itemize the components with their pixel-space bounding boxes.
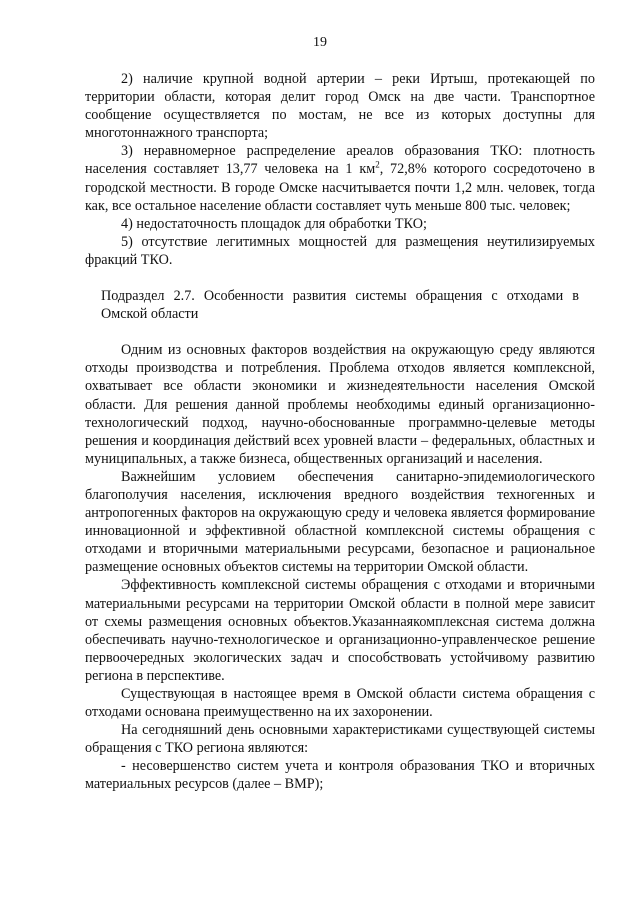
- list-item-4: 4) недостаточность площадок для обработки ТКО;: [121, 215, 427, 232]
- paragraph-characteristics: На сегодняшний день основными характеристиками существующей системы обращения с ТКО региона являются:: [85, 722, 595, 757]
- paragraph-current-system: Существующая в настоящее время в Омской области система обращения с отходами основана преимущественно на их захоронении.: [85, 686, 595, 721]
- list-item-5: 5) отсутствие легитимных мощностей для размещения неутилизируемых фракций ТКО.: [85, 233, 595, 268]
- paragraph-condition: Важнейшим условием обеспечения санитарно-эпидемиологического благополучия населения, исключения вредного воздействия техногенных и антропогенных факторов на окружающую среду и человека является формирование инновационной и эффективной областной комплексной системы обращения с отходами и вторичными материальными ресурсами, безопасное и рациональное размещение основных объектов системы на территории Омской области.: [85, 468, 595, 576]
- list-item-3: 3) неравномерное распределение ареалов образования ТКО: плотность населения составляет 13,77 человека на 1 $км^2$, 72,8% которого сосредоточено в городской местности. В городе Омске насчитывается почти 1,2 млн. человек, тогда как, все остальное население области составляет чуть меньше 800 тыс. человек;: [85, 143, 595, 214]
- paragraph-effectiveness: Эффективность комплексной системы обращения с отходами и вторичными материальными ресурсами на территории Омской области в полной мере зависит от схемы размещения основных объектов.Указаннаякомплексная система должна обеспечивать научно-технологическое и организационно-управленческое решение первоочередных экологических задач и способствовать устойчивому развитию региона в перспективе.: [85, 577, 595, 684]
- document-body: [85, 70, 595, 794]
- list-item-imperfection: - несовершенство систем учета и контроля образования ТКО и вторичных материальных ресурсов (далее – ВМР);: [85, 758, 595, 793]
- list-item-2: 2) наличие крупной водной артерии – реки Иртыш, протекающей по территории области, которая делит город Омск на две части. Транспортное сообщение осуществляется по мостам, не все из которых доступны для многотоннажного транспорта;: [85, 71, 595, 142]
- section-heading: Подраздел 2.7. Особенности развития системы обращения с отходами в Омской области: [101, 288, 579, 323]
- page-number: 19: [313, 35, 327, 50]
- paragraph-factors: Одним из основных факторов воздействия на окружающую среду являются отходы производства и потребления. Проблема отходов является комплексной, охватывает все области экономики и жизнедеятельности населения Омской области. Для решения данной проблемы необходимы единый организационно-технологический подход, научно-обоснованные программно-целевые методы решения и координация действий всех уровней власти – федеральных, областных и муниципальных, а также бизнеса, общественных организаций и населения.: [85, 342, 595, 467]
- superscript-2: 2: [375, 159, 380, 170]
